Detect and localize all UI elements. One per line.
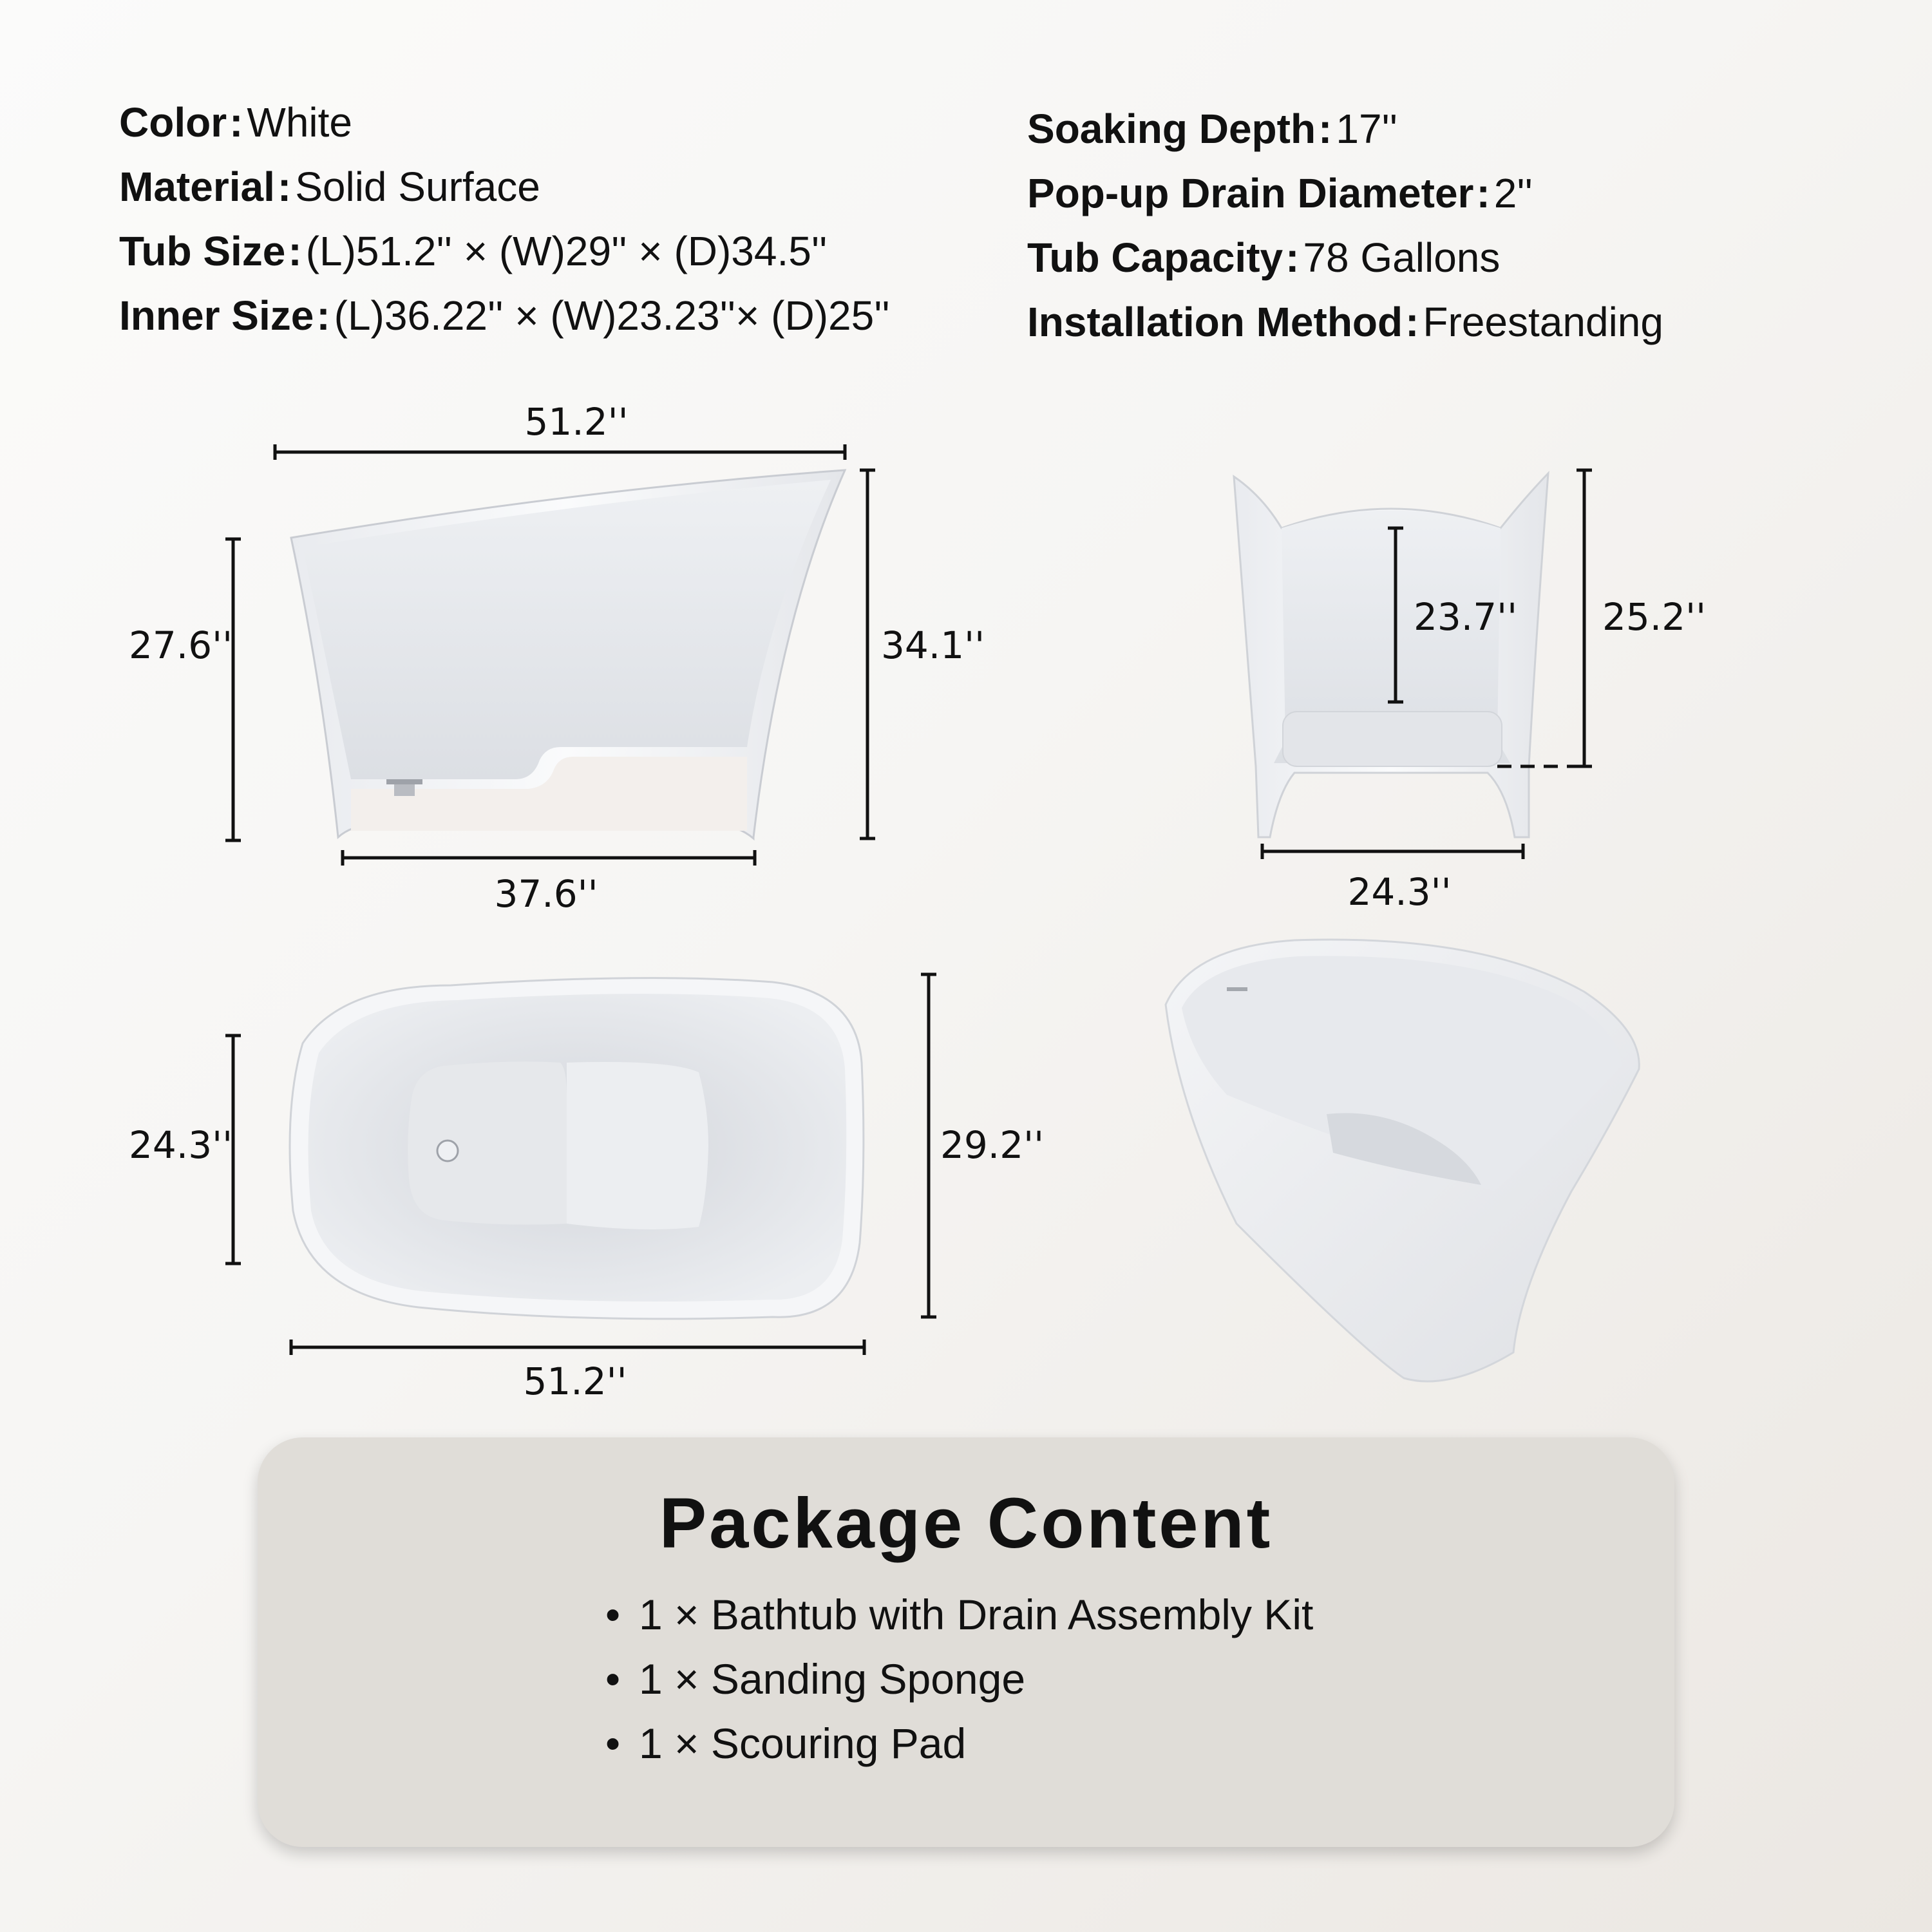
spec-soaking-depth: Soaking Depth:17'' xyxy=(1027,106,1397,152)
spec-drain-diameter: Pop-up Drain Diameter:2'' xyxy=(1027,170,1533,216)
dim-label-top-length: 51.2'' xyxy=(523,1359,627,1403)
dim-label-top-depth: 29.2'' xyxy=(940,1123,1045,1167)
dim-side-left xyxy=(129,539,241,840)
package-item: • 1 × Bathtub with Drain Assembly Kit xyxy=(605,1591,1314,1638)
dim-label-top-width: 24.3'' xyxy=(129,1123,233,1167)
package-list xyxy=(605,1582,1313,1776)
dim-top-depth xyxy=(921,974,1044,1317)
dim-label-side-left: 27.6'' xyxy=(129,623,233,667)
dim-top-length xyxy=(291,1340,864,1403)
dim-label-side-bottom: 37.6'' xyxy=(494,872,598,916)
dim-side-top xyxy=(275,400,845,460)
spec-inner-size: Inner Size:(L)36.22'' × (W)23.23''× (D)25'' xyxy=(119,292,890,339)
dim-side-bottom xyxy=(343,850,755,916)
dim-side-right xyxy=(860,470,985,838)
spec-color: Color:White xyxy=(119,99,352,146)
spec-tub-capacity: Tub Capacity:78 Gallons xyxy=(1027,234,1501,281)
dim-label-side-top: 51.2'' xyxy=(524,400,629,444)
spec-installation-method: Installation Method:Freestanding xyxy=(1027,299,1663,345)
dim-label-side-right: 34.1'' xyxy=(881,623,985,667)
dim-front-width xyxy=(1262,844,1523,914)
dim-label-front-width: 24.3'' xyxy=(1347,870,1452,914)
package-item: • 1 × Sanding Sponge xyxy=(605,1655,1026,1703)
side-view-tub xyxy=(291,470,845,838)
package-title: Package Content xyxy=(659,1484,1273,1563)
perspective-view-tub xyxy=(1166,940,1639,1381)
package-item: • 1 × Scouring Pad xyxy=(605,1719,967,1767)
dim-label-front-inner: 23.7'' xyxy=(1414,595,1518,639)
top-view-tub xyxy=(290,978,864,1319)
spec-material: Material:Solid Surface xyxy=(119,164,540,210)
package-content-panel xyxy=(258,1437,1674,1847)
dim-label-front-outer: 25.2'' xyxy=(1602,595,1707,639)
spec-tub-size: Tub Size:(L)51.2'' × (W)29'' × (D)34.5'' xyxy=(119,228,828,274)
dim-top-width xyxy=(129,1036,241,1264)
